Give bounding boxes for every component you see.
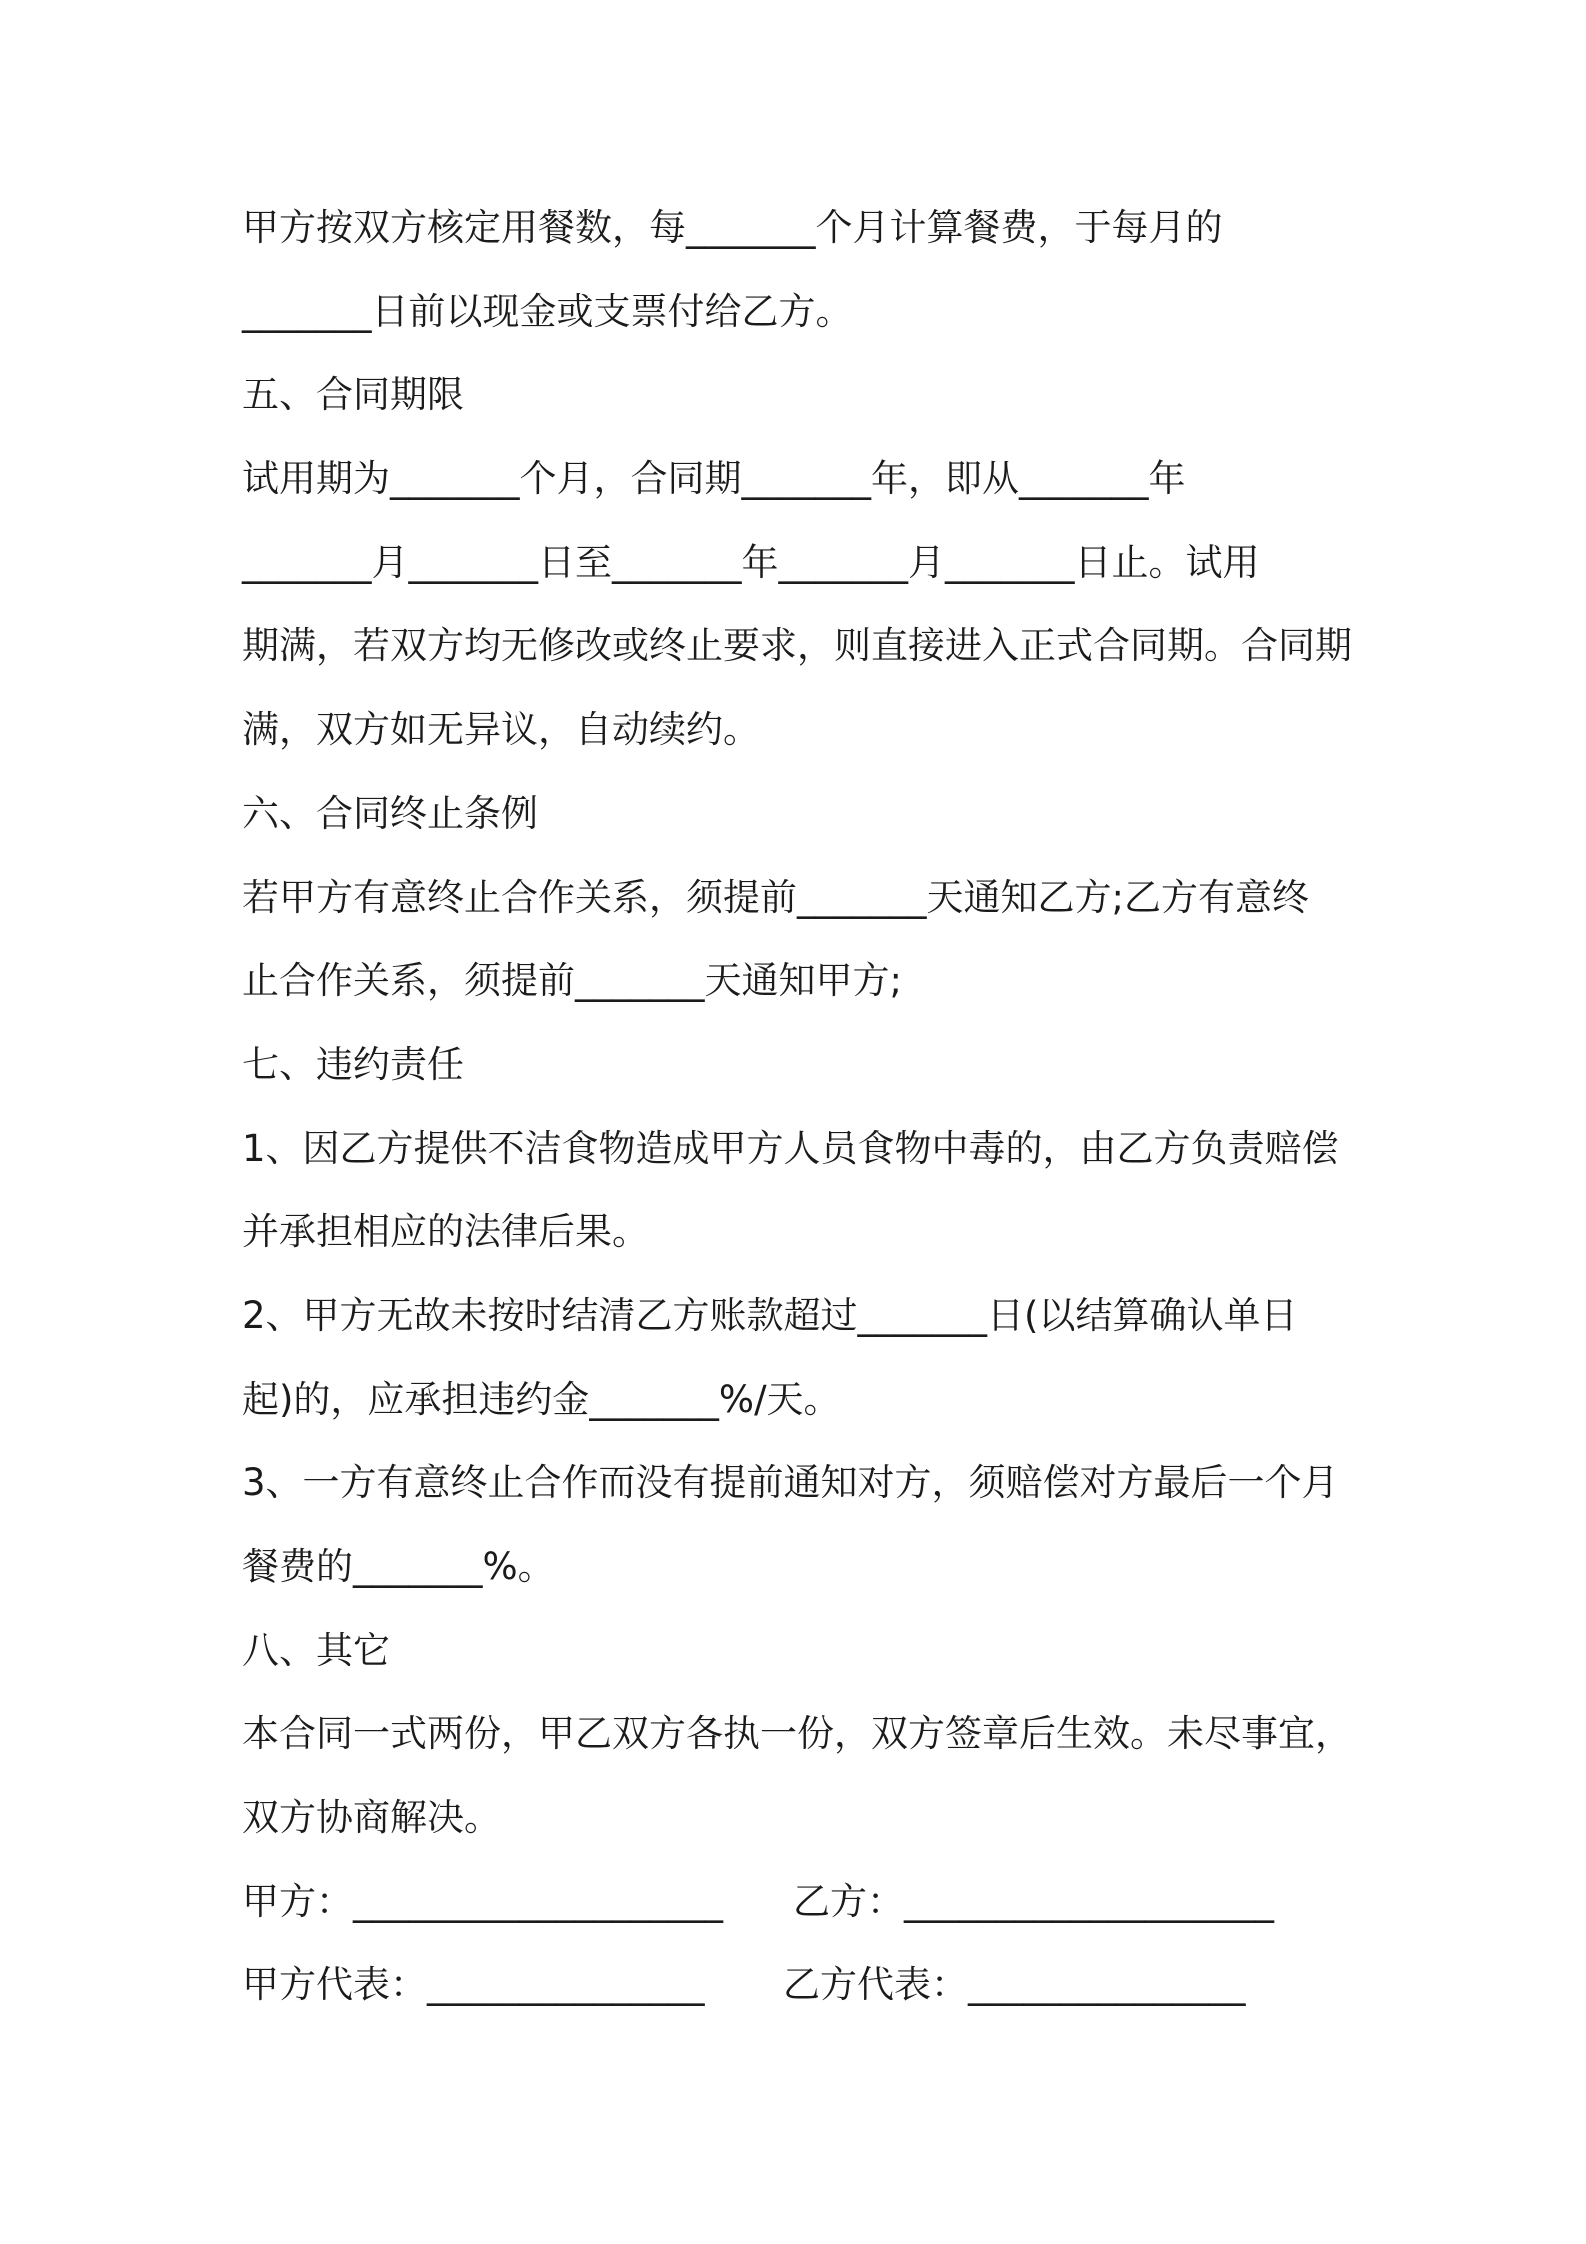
body-line: 期满，若双方均无修改或终止要求，则直接进入正式合同期。合同期 (242, 624, 1352, 668)
body-line: 餐费的_______%。 (242, 1545, 555, 1588)
clause-item: 1、因乙方提供不洁食物造成甲方人员食物中毒的，由乙方负责赔偿 (242, 1126, 1339, 1170)
section-heading-termination: 六、合同终止条例 (242, 791, 538, 835)
party-b-rep-signature (783, 1943, 1246, 2027)
clause-item: 2、甲方无故未按时结清乙方账款超过_______日(以结算确认单日 (242, 1293, 1298, 1337)
signature-row-parties (242, 1860, 1442, 1944)
body-line: 试用期为_______个月，合同期_______年，即从_______年 (242, 457, 1186, 501)
body-line: 起)的，应承担违约金_______%/天。 (242, 1377, 841, 1421)
party-a-rep-signature (242, 1943, 705, 2027)
body-line: 若甲方有意终止合作关系，须提前_______天通知乙方;乙方有意终 (242, 875, 1309, 919)
body-line: 本合同一式两份，甲乙双方各执一份，双方签章后生效。未尽事宜， (242, 1712, 1352, 1756)
section-heading-other: 八、其它 (242, 1628, 390, 1672)
contract-body (242, 186, 1442, 2027)
section-heading-term: 五、合同期限 (242, 373, 464, 417)
body-line: _______日前以现金或支票付给乙方。 (242, 289, 853, 333)
body-line: _______月_______日至_______年_______月_______日止。试用 (242, 540, 1260, 584)
party-b-rep-blank: _______________ (968, 1963, 1246, 2007)
party-a-rep-blank: _______________ (427, 1963, 705, 2007)
body-line: 双方协商解决。 (242, 1796, 501, 1840)
body-line: 止合作关系，须提前_______天通知甲方; (242, 959, 902, 1003)
party-b-rep-label: 乙方代表： (783, 1963, 968, 2007)
party-a-signature (242, 1860, 723, 1944)
signature-row-representatives (242, 1943, 1442, 2027)
party-b-blank: ____________________ (904, 1879, 1274, 1923)
clause-item: 3、一方有意终止合作而没有提前通知对方，须赔偿对方最后一个月 (242, 1461, 1339, 1505)
party-a-rep-label: 甲方代表： (242, 1963, 427, 2007)
party-a-blank: ____________________ (353, 1879, 723, 1923)
body-line: 甲方按双方核定用餐数，每_______个月计算餐费，于每月的 (242, 206, 1223, 249)
body-line: 并承担相应的法律后果。 (242, 1210, 649, 1254)
party-b-signature (793, 1860, 1274, 1944)
party-a-label: 甲方： (242, 1879, 353, 1923)
party-b-label: 乙方： (793, 1879, 904, 1923)
body-line: 满，双方如无异议，自动续约。 (242, 708, 760, 752)
section-heading-liability: 七、违约责任 (242, 1042, 464, 1086)
